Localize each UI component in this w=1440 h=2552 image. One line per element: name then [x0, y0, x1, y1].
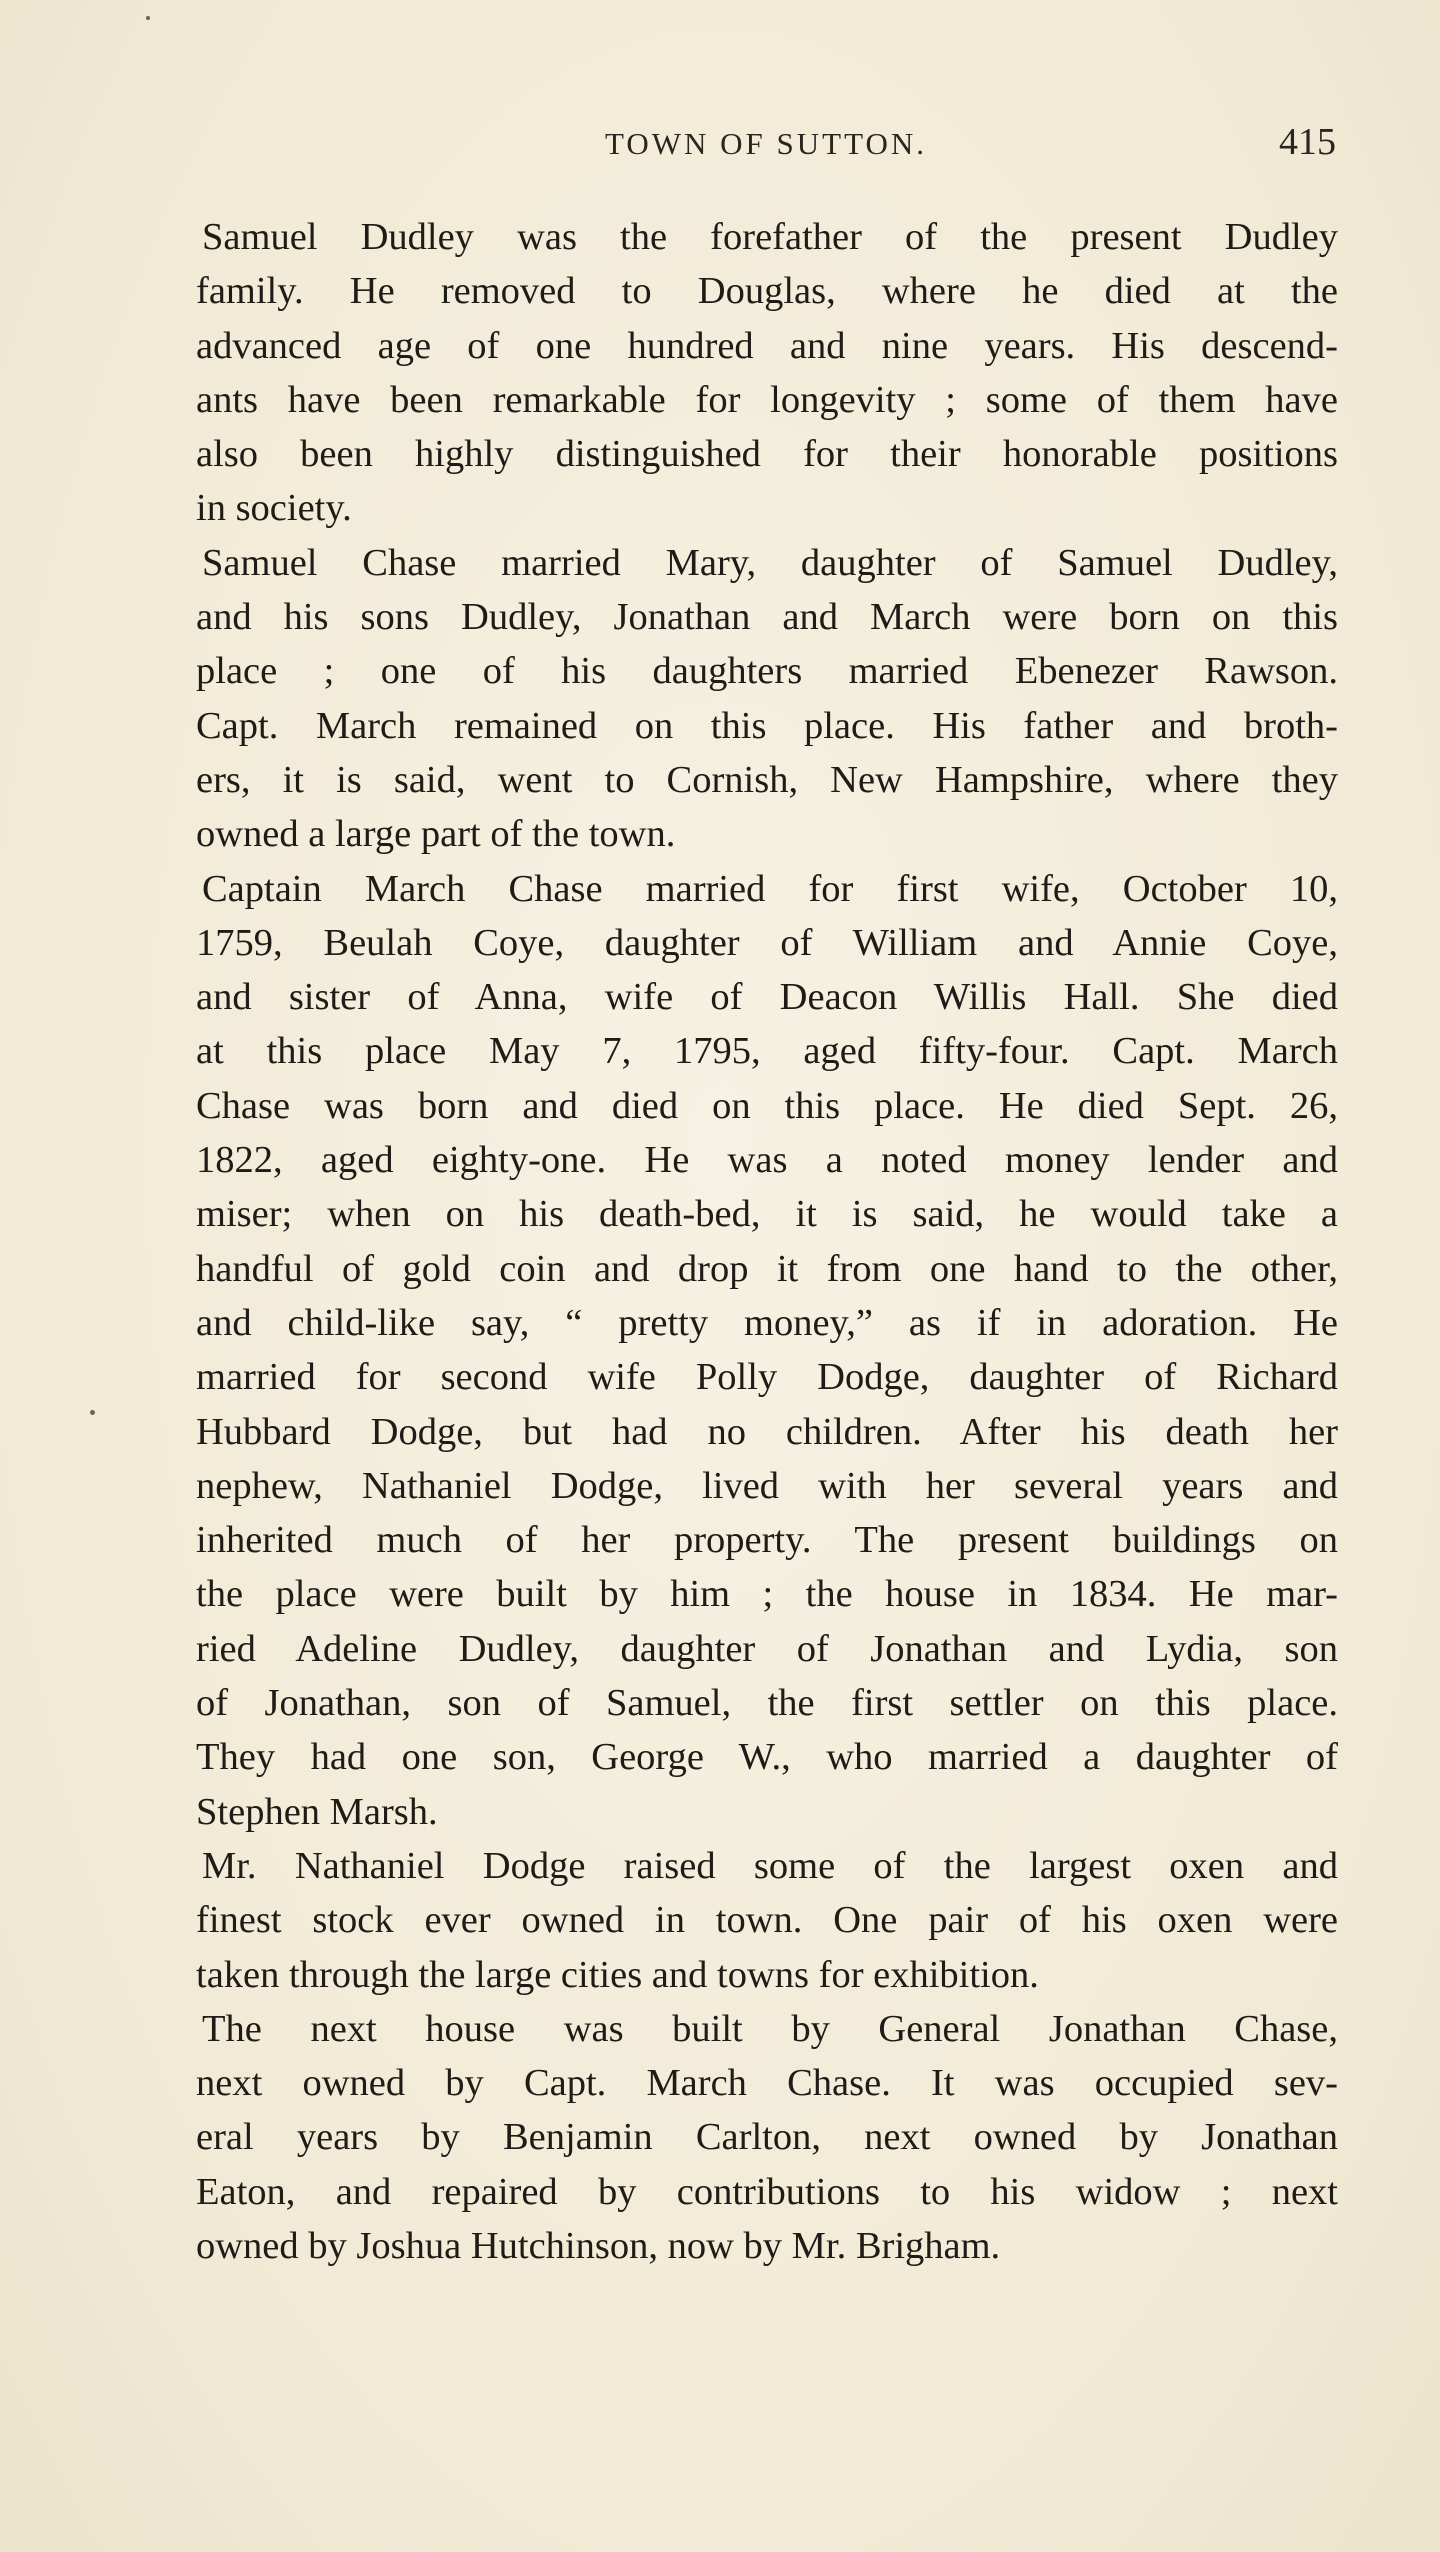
text-line: Capt. March remained on this place. His father and broth- — [196, 704, 1338, 747]
text-line: place ; one of his daughters married Ebenezer Rawson. — [196, 650, 1338, 693]
text-line: and his sons Dudley, Jonathan and March were born on this — [196, 596, 1338, 639]
paragraph — [196, 2002, 1338, 2273]
text-line: Hubbard Dodge, but had no children. After his death her — [196, 1410, 1338, 1453]
text-line: of Jonathan, son of Samuel, the first settler on this place. — [196, 1682, 1338, 1725]
page-number: 415 — [1279, 121, 1336, 163]
text-line: ants have been remarkable for longevity ; some of them have — [196, 378, 1338, 421]
text-line: ried Adeline Dudley, daughter of Jonathan and Lydia, son — [196, 1627, 1338, 1670]
text-line: Chase was born and died on this place. He died Sept. 26, — [196, 1084, 1338, 1127]
text-line: handful of gold coin and drop it from one hand to the other, — [196, 1247, 1338, 1290]
text-line: finest stock ever owned in town. One pair of his oxen were — [196, 1899, 1338, 1942]
text-line: The next house was built by General Jonathan Chase, — [202, 2007, 1338, 2050]
text-line: and sister of Anna, wife of Deacon Willis Hall. She died — [196, 976, 1338, 1019]
text-line: inherited much of her property. The present buildings on — [196, 1519, 1338, 1562]
text-line: miser; when on his death-bed, it is said, he would take a — [196, 1193, 1338, 1236]
running-title: TOWN OF SUTTON. — [604, 126, 927, 161]
text-line: family. He removed to Douglas, where he died at the — [196, 270, 1338, 313]
text-line: eral years by Benjamin Carlton, next owned by Jonathan — [196, 2116, 1338, 2159]
text-line: at this place May 7, 1795, aged fifty-four. Capt. March — [196, 1030, 1338, 1073]
print-speck — [90, 1410, 95, 1415]
text-line: owned a large part of the town. — [196, 813, 676, 856]
text-line: taken through the large cities and towns for exhibition. — [196, 1953, 1039, 1996]
text-line: 1759, Beulah Coye, daughter of William and Annie Coye, — [196, 921, 1338, 964]
text-line: next owned by Capt. March Chase. It was occupied sev- — [196, 2062, 1338, 2105]
paragraph — [196, 862, 1338, 1839]
paragraph — [196, 210, 1338, 536]
running-head — [196, 120, 1336, 180]
paragraph — [196, 1839, 1338, 2002]
text-line: Samuel Chase married Mary, daughter of Samuel Dudley, — [202, 541, 1338, 584]
text-line: Eaton, and repaired by contributions to his widow ; next — [196, 2170, 1338, 2213]
text-line: Captain March Chase married for first wife, October 10, — [202, 867, 1338, 910]
paragraph — [196, 536, 1338, 862]
text-line: nephew, Nathaniel Dodge, lived with her several years and — [196, 1464, 1338, 1507]
text-line: Stephen Marsh. — [196, 1790, 438, 1833]
text-line: owned by Joshua Hutchinson, now by Mr. Brigham. — [196, 2224, 1001, 2267]
text-line: and child-like say, “ pretty money,” as if in adoration. He — [196, 1301, 1338, 1344]
text-line: They had one son, George W., who married a daughter of — [196, 1736, 1338, 1779]
text-line: advanced age of one hundred and nine years. His descend- — [196, 324, 1338, 367]
text-line: the place were built by him ; the house in 1834. He mar- — [196, 1573, 1338, 1616]
text-line: in society. — [196, 487, 352, 530]
text-line: 1822, aged eighty-one. He was a noted money lender and — [196, 1139, 1338, 1182]
body-text — [196, 210, 1338, 2273]
text-line: Samuel Dudley was the forefather of the present Dudley — [202, 216, 1338, 258]
text-line: Mr. Nathaniel Dodge raised some of the largest oxen and — [202, 1844, 1338, 1887]
text-line: also been highly distinguished for their honorable positions — [196, 433, 1338, 476]
print-speck — [146, 16, 150, 20]
text-line: married for second wife Polly Dodge, daughter of Richard — [196, 1356, 1338, 1399]
text-line: ers, it is said, went to Cornish, New Hampshire, where they — [196, 758, 1338, 801]
